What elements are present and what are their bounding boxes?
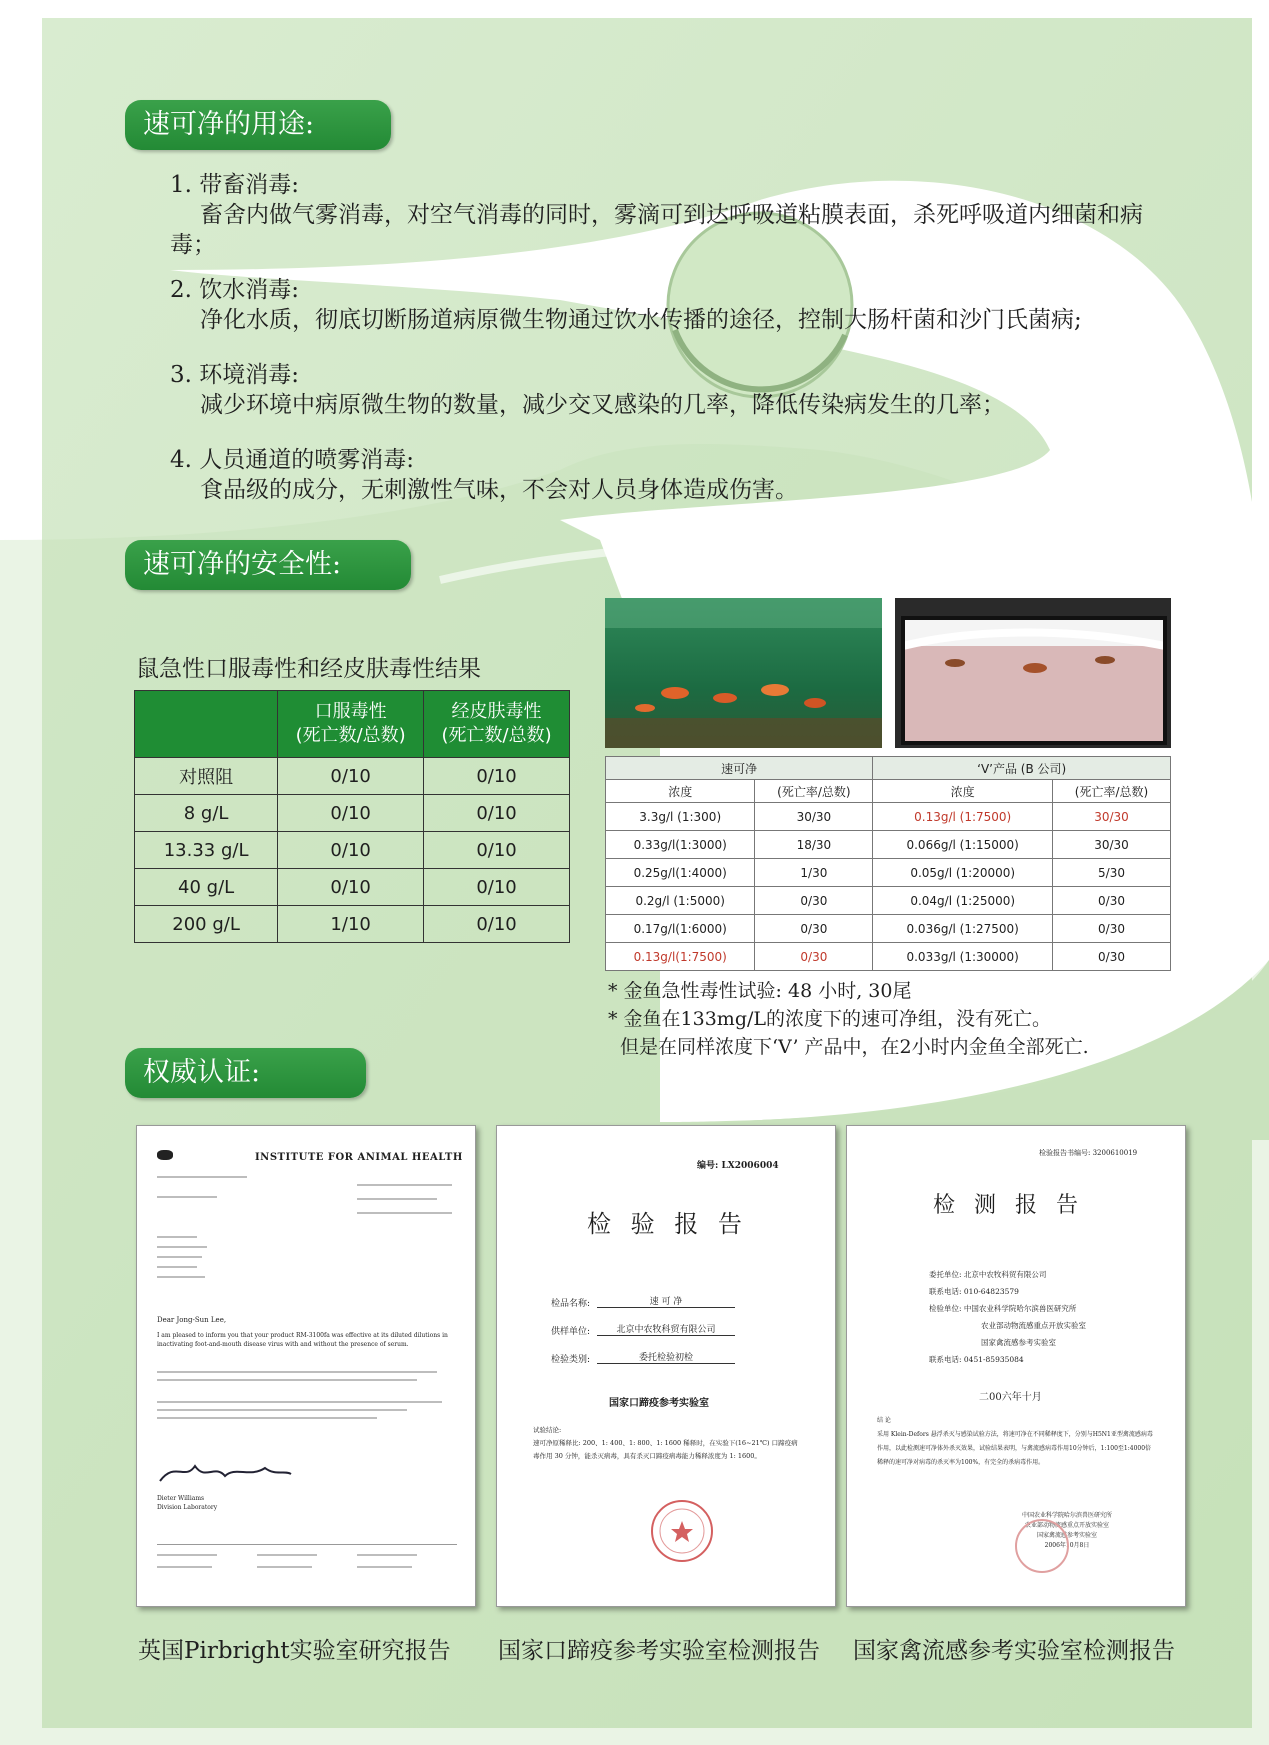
table-cell: 0.033g/l (1:30000) bbox=[873, 943, 1053, 971]
doc2-conclusion: 试验结论: 速可净原稀释比: 200、1: 400、1: 800、1: 1600 稀释时，在实验下(16~21℃) 口蹄疫病毒作用 30 分钟，能杀灭病毒，具有杀灭口蹄疫病毒能力稀释浓度为 1: 1600。 bbox=[533, 1426, 798, 1460]
fish-note-1: * 金鱼急性毒性试验: 48 小时, 30尾 bbox=[608, 980, 912, 1002]
usage-item-desc: 畜舍内做气雾消毒，对空气消毒的同时，雾滴可到达呼吸道粘膜表面，杀死呼吸道内细菌和病毒； bbox=[170, 202, 1143, 258]
table-cell: 0.25g/l(1:4000) bbox=[606, 859, 755, 887]
doc2-number: 编号: LX2006004 bbox=[697, 1161, 779, 1171]
table-cell: 0.33g/l(1:3000) bbox=[606, 831, 755, 859]
rat-toxicity-table bbox=[134, 690, 570, 943]
table-cell: 0/30 bbox=[755, 943, 873, 971]
table-cell: 0/30 bbox=[755, 887, 873, 915]
doc2-field-label: 检品名称: bbox=[551, 1299, 591, 1309]
table-cell: 0.17g/l(1:6000) bbox=[606, 915, 755, 943]
table-group-header: ‘V’产品 (B 公司) bbox=[873, 757, 1171, 780]
doc2-field-value: 速 可 净 bbox=[597, 1294, 735, 1308]
table-cell: 0.066g/l (1:15000) bbox=[873, 831, 1053, 859]
table-row bbox=[606, 831, 1171, 859]
logo-icon bbox=[157, 1150, 173, 1160]
fish-tank-photo-1 bbox=[605, 598, 882, 748]
usage-item-desc: 减少环境中病原微生物的数量，减少交叉感染的几率，降低传染病发生的几率； bbox=[200, 392, 1005, 418]
doc3-field: 检验单位: 中国农业科学院哈尔滨兽医研究所 bbox=[929, 1304, 1077, 1313]
usage-item-3 bbox=[170, 360, 1170, 420]
doc3-title: 检 测 报 告 bbox=[933, 1193, 1084, 1218]
table-header: 浓度 bbox=[606, 780, 755, 803]
table-cell: 0.04g/l (1:25000) bbox=[873, 887, 1053, 915]
table-row bbox=[606, 887, 1171, 915]
doc2-title: 检 验 报 告 bbox=[587, 1210, 748, 1238]
table-row bbox=[606, 859, 1171, 887]
doc2-field-value: 委托检验初检 bbox=[597, 1350, 735, 1364]
doc3-date: 二00六年十月 bbox=[979, 1392, 1042, 1403]
doc2-lab: 国家口蹄疫参考实验室 bbox=[609, 1398, 709, 1409]
table-header: 经皮肤毒性 (死亡数/总数) bbox=[424, 691, 570, 758]
table-cell: 0.05g/l (1:20000) bbox=[873, 859, 1053, 887]
table-cell: 13.33 g/L bbox=[135, 832, 278, 869]
usage-item-title: 3. 环境消毒: bbox=[170, 362, 300, 388]
table-row bbox=[606, 915, 1171, 943]
table-row bbox=[135, 758, 570, 795]
fish-tank-photo-2 bbox=[895, 598, 1171, 748]
usage-item-title: 4. 人员通道的喷雾消毒: bbox=[170, 447, 415, 473]
cert-heading: 权威认证: bbox=[125, 1048, 366, 1098]
table-cell: 5/30 bbox=[1053, 859, 1171, 887]
fish-note-2: * 金鱼在133mg/L的浓度下的速可净组，没有死亡。 bbox=[608, 1008, 1052, 1030]
doc1-signer: Dieter Williams Division Laboratory bbox=[157, 1495, 218, 1511]
doc3-signature: 中国农业科学院哈尔滨兽医研究所 农业部动物流感重点开放实验室 国家禽流感参考实验室 2006年10月8日 bbox=[1021, 1512, 1112, 1549]
doc1-greeting: Dear Jong-Sun Lee, bbox=[157, 1316, 227, 1324]
doc3-fields bbox=[929, 1266, 1169, 1368]
table-header: (死亡率/总数) bbox=[1053, 780, 1171, 803]
doc3-field: 农业部动物流感重点开放实验室 bbox=[981, 1321, 1086, 1330]
table-cell: 3.3g/l (1:300) bbox=[606, 803, 755, 831]
usage-item-title: 2. 饮水消毒: bbox=[170, 277, 300, 303]
table-cell: 0.036g/l (1:27500) bbox=[873, 915, 1053, 943]
table-cell: 0/30 bbox=[1053, 887, 1171, 915]
table-row bbox=[135, 869, 570, 906]
usage-item-2 bbox=[170, 275, 1170, 335]
table-cell: 0.2g/l (1:5000) bbox=[606, 887, 755, 915]
rat-table-title: 鼠急性口服毒性和经皮肤毒性结果 bbox=[136, 656, 481, 682]
doc2-field-label: 检验类别: bbox=[551, 1355, 591, 1365]
doc2-field-label: 供样单位: bbox=[551, 1327, 591, 1337]
doc3-field: 联系电话: 0451-85935084 bbox=[929, 1355, 1024, 1364]
pirbright-report-document bbox=[136, 1125, 476, 1607]
table-cell: 0.13g/l(1:7500) bbox=[606, 943, 755, 971]
signature-icon bbox=[155, 1456, 295, 1486]
cert-caption-1: 英国Pirbright实验室研究报告 bbox=[138, 1638, 451, 1664]
table-cell: 1/30 bbox=[755, 859, 873, 887]
goldfish-toxicity-table bbox=[605, 756, 1171, 971]
doc1-body: I am pleased to inform you that your product RM-3100fa was effective at its diluted dilutions in inactivating foot-and-mouth disease virus with and without the presence of serum. bbox=[157, 1332, 448, 1348]
table-cell: 30/30 bbox=[755, 803, 873, 831]
table-row bbox=[135, 906, 570, 943]
table-cell: 0/10 bbox=[278, 795, 424, 832]
doc3-number: 检验报告书编号: 3200610019 bbox=[1039, 1149, 1138, 1157]
usage-item-4 bbox=[170, 445, 1170, 505]
table-cell: 0/10 bbox=[424, 906, 570, 943]
table-row bbox=[606, 943, 1171, 971]
doc2-field-value: 北京中农牧科贸有限公司 bbox=[597, 1322, 735, 1336]
table-cell: 0.13g/l (1:7500) bbox=[873, 803, 1053, 831]
avian-flu-report-document bbox=[846, 1125, 1186, 1607]
table-header: (死亡率/总数) bbox=[755, 780, 873, 803]
fish-note-3: 但是在同样浓度下‘V’ 产品中，在2小时内金鱼全部死亡. bbox=[620, 1036, 1089, 1058]
usage-item-title: 1. 带畜消毒: bbox=[170, 172, 300, 198]
safety-heading: 速可净的安全性: bbox=[125, 540, 411, 590]
usage-item-desc: 净化水质，彻底切断肠道病原微生物通过饮水传播的途径，控制大肠杆菌和沙门氏菌病; bbox=[200, 307, 1082, 333]
table-cell: 0/10 bbox=[278, 832, 424, 869]
table-row bbox=[606, 803, 1171, 831]
table-group-header: 速可净 bbox=[606, 757, 873, 780]
table-cell: 0/10 bbox=[424, 832, 570, 869]
table-cell: 0/10 bbox=[424, 869, 570, 906]
table-header: 浓度 bbox=[873, 780, 1053, 803]
table-cell: 0/10 bbox=[278, 869, 424, 906]
table-cell: 30/30 bbox=[1053, 803, 1171, 831]
table-cell: 0/10 bbox=[278, 758, 424, 795]
table-cell: 0/10 bbox=[424, 795, 570, 832]
table-cell: 0/10 bbox=[424, 758, 570, 795]
cert-caption-2: 国家口蹄疫参考实验室检测报告 bbox=[498, 1638, 820, 1664]
fmd-report-document bbox=[496, 1125, 836, 1607]
official-seal-icon bbox=[1012, 1516, 1072, 1576]
doc3-conclusion: 结 论 采用 Klein-Defors 悬浮杀灭与感染试验方法，将速可净在不同稀释度下，分别与H5N1亚型禽流感病毒作用，以此检测速可净体外杀灭效果，试验结果表明，与禽流感病毒作用10分钟后，1:100至1:4000倍稀释的速可净对病毒的杀灭率为100%，有完全的杀病毒作用。 bbox=[877, 1417, 1153, 1466]
table-cell: 0/30 bbox=[755, 915, 873, 943]
table-cell: 40 g/L bbox=[135, 869, 278, 906]
usage-heading: 速可净的用途: bbox=[125, 100, 391, 150]
table-row bbox=[135, 795, 570, 832]
table-cell: 0/30 bbox=[1053, 943, 1171, 971]
table-cell: 30/30 bbox=[1053, 831, 1171, 859]
table-cell: 1/10 bbox=[278, 906, 424, 943]
table-header: 口服毒性 (死亡数/总数) bbox=[278, 691, 424, 758]
table-cell: 对照阻 bbox=[135, 758, 278, 795]
table-row bbox=[135, 832, 570, 869]
doc3-field: 委托单位: 北京中农牧科贸有限公司 bbox=[929, 1270, 1047, 1279]
doc3-field: 国家禽流感参考实验室 bbox=[981, 1338, 1056, 1347]
table-cell: 0/30 bbox=[1053, 915, 1171, 943]
official-seal-icon bbox=[647, 1496, 717, 1566]
table-cell: 200 g/L bbox=[135, 906, 278, 943]
table-header bbox=[135, 691, 278, 758]
usage-item-desc: 食品级的成分，无刺激性气味，不会对人员身体造成伤害。 bbox=[200, 477, 798, 503]
usage-item-1 bbox=[170, 170, 1170, 260]
cert-caption-3: 国家禽流感参考实验室检测报告 bbox=[853, 1638, 1175, 1664]
table-cell: 18/30 bbox=[755, 831, 873, 859]
table-cell: 8 g/L bbox=[135, 795, 278, 832]
doc3-field: 联系电话: 010-64823579 bbox=[929, 1287, 1019, 1296]
doc1-header: INSTITUTE FOR ANIMAL HEALTH bbox=[255, 1152, 463, 1163]
